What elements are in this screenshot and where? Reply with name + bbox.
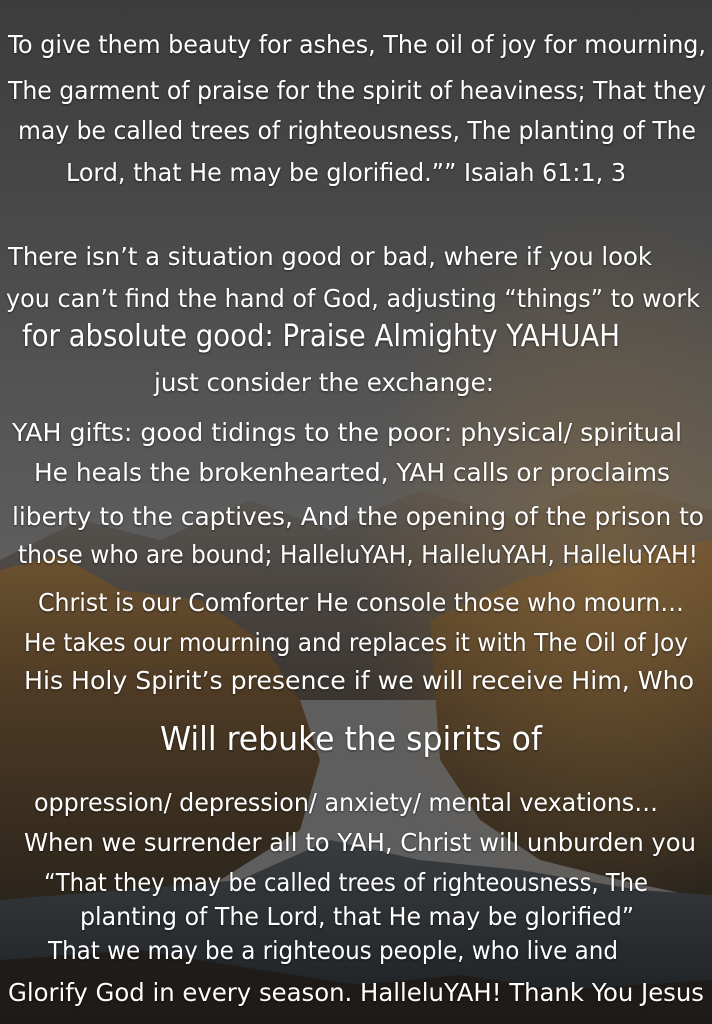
- quote-line: Lord, that He may be glorified.”” Isaiah 61:1, 3: [66, 158, 626, 187]
- quote-line: There isn’t a situation good or bad, where if you look: [8, 242, 652, 271]
- quote-line: you can’t find the hand of God, adjusting “things” to work: [6, 284, 700, 313]
- quote-line: He takes our mourning and replaces it with The Oil of Joy: [24, 628, 688, 657]
- quote-line: may be called trees of righteousness, The planting of The: [18, 116, 696, 145]
- quote-line: oppression/ depression/ anxiety/ mental vexations…: [34, 788, 658, 817]
- quote-line: That we may be a righteous people, who live and: [48, 936, 618, 965]
- quote-line: for absolute good: Praise Almighty YAHUAH: [22, 319, 620, 354]
- quote-line: Will rebuke the spirits of: [160, 719, 542, 758]
- quote-line: To give them beauty for ashes, The oil of joy for mourning,: [8, 30, 706, 59]
- quote-line: His Holy Spirit’s presence if we will receive Him, Who: [24, 666, 694, 695]
- quote-line: “That they may be called trees of righteousness, The: [44, 868, 648, 897]
- quote-line: planting of The Lord, that He may be glorified”: [80, 902, 634, 931]
- quote-line: He heals the brokenhearted, YAH calls or proclaims: [34, 458, 670, 487]
- quote-line: YAH gifts: good tidings to the poor: physical/ spiritual: [12, 418, 682, 447]
- quote-line: just consider the exchange:: [154, 368, 494, 397]
- quote-line: Christ is our Comforter He console those who mourn…: [38, 588, 684, 617]
- quote-line: Glorify God in every season. HalleluYAH! Thank You Jesus: [8, 978, 704, 1007]
- quote-line: When we surrender all to YAH, Christ will unburden you: [24, 828, 696, 857]
- quote-line: liberty to the captives, And the opening of the prison to: [12, 502, 704, 531]
- quote-line: those who are bound; HalleluYAH, HalleluYAH, HalleluYAH!: [18, 540, 698, 569]
- quote-line: The garment of praise for the spirit of heaviness; That they: [8, 76, 706, 105]
